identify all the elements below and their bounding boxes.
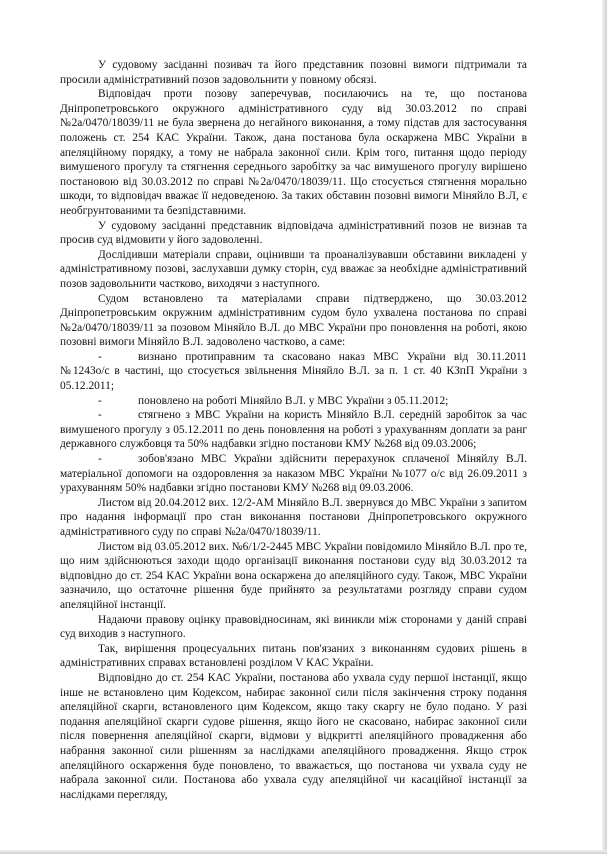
- paragraph: Листом від 03.05.2012 вих. №6/1/2-2445 МВС України повідомило Міняйло В.Л. про те, що ним здійснюються заходи щодо організації виконання постанови суду від 30.03.2012 та відповідно до ст. 254 КАС України вона оскаржена до апеляційного суду. Також, МВС України зазначило, що остаточне рішення буде прийнято за результатами розгляду справи судом апеляційної інстанції.: [60, 540, 527, 611]
- paragraph: Судом встановлено та матеріалами справи підтверджено, що 30.03.2012 Дніпропетровським окружним адміністративним судом було ухвалена постанова по справі №2а/0470/18039/11 за позовом Міняйло В.Л. до МВС України про поновлення на роботі, якою позовні вимоги Міняйло В.Л. задоволено частково, а саме:: [60, 292, 527, 349]
- document-body: [60, 58, 527, 802]
- paragraph: Надаючи правову оцінку правовідносинам, які виникли між сторонами у даній справі суд виходив з наступного.: [60, 613, 527, 641]
- list-dash: -: [98, 453, 102, 466]
- list-item: [60, 350, 527, 394]
- list-dash: -: [98, 409, 102, 422]
- paragraph: Відповідно до ст. 254 КАС України, постанова або ухвала суду першої інстанції, якщо інше не встановлено цим Кодексом, набирає законної сили після закінчення строку подання апеляційної скарги, встановленого цим Кодексом, якщо таку скаргу не було подано. У разі подання апеляційної скарги судове рішення, якщо його не скасовано, набирає законної сили після повернення апеляційної скарги, відмови у відкритті апеляційного провадження або набрання законної сили рішенням за наслідками апеляційного провадження. Якщо строк апеляційного оскарження буде поновлено, то вважається, що постанова чи ухвала суду не набрала законної сили. Постанова або ухвала суду апеляційної чи касаційної інстанції за наслідками перегляду,: [60, 671, 527, 801]
- list-item: [60, 452, 527, 496]
- list-item-text: зобов'язано МВС України здійснити перерахунок сплаченої Міняйлу В.Л. матеріальної допомоги на оздоровлення за наказом МВС України №1077 о/с від 26.09.2011 з урахуванням 50% надбавки згідно постанови КМУ №268 від 09.03.2006.: [60, 453, 527, 495]
- list-dash: -: [98, 350, 102, 363]
- list-item-text: поновлено на роботі Міняйло В.Л. у МВС України з 05.11.2012;: [138, 394, 449, 407]
- paragraph: Відповідач проти позову заперечував, посилаючись на те, що постанова Дніпропетровського окружного адміністративного суду від 30.03.2012 по справі №2а/0470/18039/11 не була звернена до негайного виконання, а тому підстав для застосування положень ст. 254 КАС України. Також, дана постанова була оскаржена МВС України в апеляційному порядку, а тому не набрала законної сили. Крім того, питання щодо періоду вимушеного прогулу та стягнення середнього заробітку за час вимушеного прогулу вирішено постановою від 30.03.2012 по справі №2а/0470/18039/11. Що стосується стягнення морально шкоди, то відповідач вважає її недоведеною. За таких обставин позовні вимоги Міняйло В.Л, є необгрунтованими та безпідставними.: [60, 88, 527, 217]
- page-edge-shadow-bottom: [0, 850, 607, 854]
- paragraph: Дослідивши матеріали справи, оцінивши та проаналізувавши обставини викладені у адміністративному позові, заслухавши думку сторін, суд вважає за необхідне адміністративний позов задовольнити частково, виходячи з наступного.: [60, 248, 527, 290]
- list-dash: -: [98, 394, 102, 407]
- list-item: [60, 394, 527, 409]
- list-item: [60, 408, 527, 452]
- paragraph: У судовому засіданні позивач та його представник позовні вимоги підтримали та просили адміністративний позов задовольнити у повному обсязі.: [60, 59, 527, 86]
- list-item-text: визнано протиправним та скасовано наказ МВС України від 30.11.2011 №1243о/с в частині, що стосується звільнення Міняйло В.Л. за п. 1 ст. 40 КЗпП України з 05.12.2011;: [60, 350, 527, 393]
- paragraph: Так, вирішення процесуальних питань пов'язаних з виконанням судових рішень в адміністративних справах встановлені розділом V КАС України.: [60, 642, 527, 670]
- paragraph: Листом від 20.04.2012 вих. 12/2-АМ Міняйло В.Л. звернувся до МВС України з запитом про надання інформації про стан виконання постанови Дніпропетровського окружного адміністративного суду по справі №2а/0470/18039/11.: [60, 496, 527, 538]
- list-item-text: стягнено з МВС України на користь Міняйло В.Л. середній заробіток за час вимушеного прогулу з 05.12.2011 по день поновлення на роботі з урахуванням доплати за ранг державного службовця та 50% надбавки згідно постанови КМУ №268 від 09.03.2006;: [60, 409, 527, 451]
- page-edge-shadow-right: [602, 0, 607, 854]
- paragraph: У судовому засіданні представник відповідача адміністративний позов не визнав та просив суд відмовити у його задоволенні.: [60, 219, 527, 247]
